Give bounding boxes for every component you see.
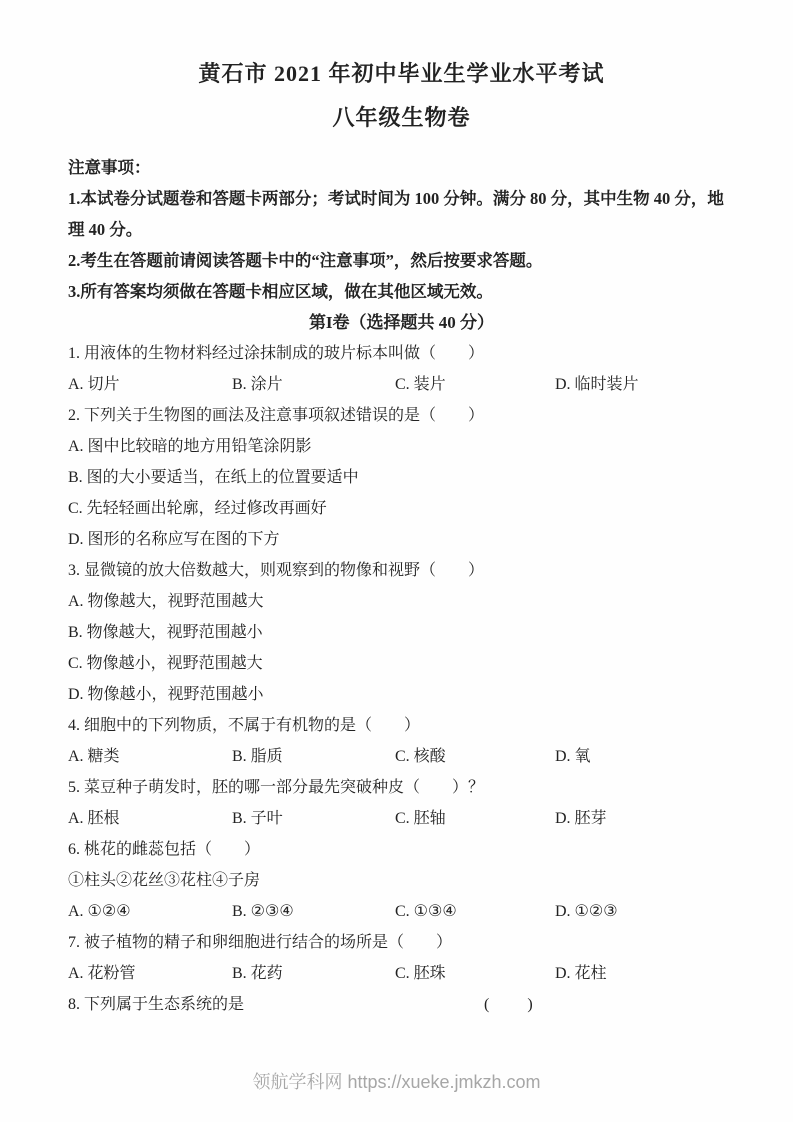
option-a: A. 物像越大，视野范围越大 <box>68 593 264 610</box>
page-subtitle: 八年级生物卷 <box>332 105 471 130</box>
option-a: A. 糖类 <box>68 748 120 765</box>
section-heading: 第I卷（选择题共 40 分） <box>308 313 495 332</box>
question-block-3 <box>68 555 735 710</box>
question-stem: 4. 细胞中的下列物质，不属于有机物的是（ ） <box>68 717 421 734</box>
option-row <box>68 803 735 834</box>
question-stem: 2. 下列关于生物图的画法及注意事项叙述错误的是（ ） <box>68 407 485 424</box>
option-b: B. 脂质 <box>232 748 283 765</box>
question-stem: 7. 被子植物的精子和卵细胞进行结合的场所是（ ） <box>68 934 453 951</box>
option-a: A. 花粉管 <box>68 965 136 982</box>
question-block-4 <box>68 710 735 772</box>
option-d: D. 图形的名称应写在图的下方 <box>68 531 280 548</box>
option-c: C. 物像越小，视野范围越大 <box>68 655 263 672</box>
option-a: A. ①②④ <box>68 903 131 920</box>
option-row <box>68 741 735 772</box>
option-c: C. 胚轴 <box>395 810 446 827</box>
option-a: A. 胚根 <box>68 810 120 827</box>
option-b: B. 物像越大，视野范围越小 <box>68 624 263 641</box>
answer-parens: ( ) <box>484 996 535 1013</box>
question-stem: 1. 用液体的生物材料经过涂抹制成的玻片标本叫做（ ） <box>68 345 485 362</box>
option-b: B. ②③④ <box>232 903 294 920</box>
question-block-1 <box>68 338 735 400</box>
question-stem: 8. 下列属于生态系统的是 <box>68 996 245 1013</box>
watermark: 领航学科网 https://xueke.jmkzh.com <box>252 1072 541 1092</box>
option-b: B. 涂片 <box>232 376 283 393</box>
option-c: C. ①③④ <box>395 903 457 920</box>
option-row <box>68 896 735 927</box>
notice-heading: 注意事项： <box>68 158 151 177</box>
question-stem: 5. 菜豆种子萌发时，胚的哪一部分最先突破种皮（ ）？ <box>68 779 485 796</box>
option-a: A. 切片 <box>68 376 120 393</box>
option-c: C. 先轻轻画出轮廓，经过修改再画好 <box>68 500 327 517</box>
question-block-6 <box>68 834 735 927</box>
notice-item-2: 2.考生在答题前请阅读答题卡中的“注意事项”，然后按要求答题。 <box>68 251 543 270</box>
option-d: D. 物像越小，视野范围越小 <box>68 686 264 703</box>
question-stem-line <box>68 989 735 1020</box>
option-d: D. 临时装片 <box>555 376 639 393</box>
question-block-7 <box>68 927 735 989</box>
option-d: D. 氧 <box>555 748 591 765</box>
option-c: C. 装片 <box>395 376 446 393</box>
question-stem: 6. 桃花的雌蕊包括（ ） <box>68 841 261 858</box>
question-block-2 <box>68 400 735 555</box>
page-title: 黄石市 2021 年初中毕业生学业水平考试 <box>198 61 605 86</box>
option-b: B. 花药 <box>232 965 283 982</box>
question-stem: 3. 显微镜的放大倍数越大，则观察到的物像和视野（ ） <box>68 562 485 579</box>
option-row <box>68 958 735 989</box>
question-numbered-items: ①柱头②花丝③花柱④子房 <box>68 872 261 889</box>
option-c: C. 核酸 <box>395 748 446 765</box>
option-d: D. 花柱 <box>555 965 607 982</box>
option-b: B. 子叶 <box>232 810 283 827</box>
option-c: C. 胚珠 <box>395 965 446 982</box>
notice-item-3: 3.所有答案均须做在答题卡相应区域，做在其他区域无效。 <box>68 282 493 301</box>
question-block-5 <box>68 772 735 834</box>
option-b: B. 图的大小要适当，在纸上的位置要适中 <box>68 469 359 486</box>
option-d: D. 胚芽 <box>555 810 607 827</box>
option-row <box>68 369 735 400</box>
notice-item-1: 1.本试卷分试题卷和答题卡两部分；考试时间为 100 分钟。满分 80 分，其中生物 40 分，地理 40 分。 <box>68 189 724 239</box>
option-d: D. ①②③ <box>555 903 618 920</box>
question-block-8 <box>68 989 735 1020</box>
option-a: A. 图中比较暗的地方用铅笔涂阴影 <box>68 438 312 455</box>
